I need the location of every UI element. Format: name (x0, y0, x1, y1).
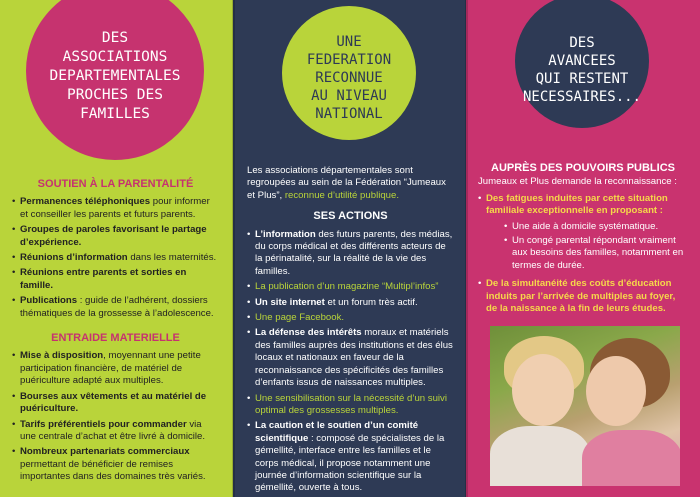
sub-item: • Un congé parental répondant vraiment aux besoins des familles, notamment en termes de durée. (504, 235, 688, 272)
federation-intro (247, 165, 454, 202)
intro-text: Les associations départementales sont regroupées au sein de la Fédération “Jumeaux et Plus”, (247, 165, 446, 201)
item-text: : guide de l’adhérent, dossiers thématiques de la grossesse à l’adolescence. (20, 295, 214, 319)
item-bold: Permanences téléphoniques (20, 196, 151, 208)
parentalite-heading: SOUTIEN À LA PARENTALITÉ (37, 178, 194, 190)
item-highlight: De la simultanéité des coûts d’éducation induits par l’arrivée de multiples au foyer, de la naissance à la fin de leurs études. (486, 278, 676, 315)
entraide-heading: ENTRAIDE MATERIELLE (51, 332, 180, 345)
item-text: moraux et matériels des familles auprès des institutions et des élus locaux et nationaux en faveur de la reconnaissance des spécificités des familles d’enfants issus de naissances multiples. (255, 327, 453, 389)
parentalite-list (12, 196, 219, 320)
item-bold: La caution et le soutien d’un comité scientifique (255, 420, 419, 444)
child-body (490, 426, 590, 486)
list-item (247, 312, 454, 324)
pouvoirs-list (478, 193, 688, 316)
federation-circle (282, 6, 416, 140)
list-item (12, 350, 219, 387)
item-bold: Réunions d’information (20, 252, 128, 264)
list-item (12, 391, 219, 416)
list-item (247, 420, 454, 494)
federation-content (233, 165, 466, 497)
item-bold: L’information (255, 228, 316, 240)
item-text: des futurs parents, des médias, du corps médical et des différents acteurs de la périnatalité, sur la réalité de la vie des familles. (255, 228, 453, 277)
children-photo (490, 326, 680, 486)
actions-list (247, 229, 454, 495)
item-bold: Groupes de paroles favorisant le partage d’expérience. (20, 224, 207, 248)
item-bold: La défense des intérêts (255, 327, 362, 339)
avancees-content (466, 162, 700, 318)
panel-federation (233, 0, 466, 497)
sub-list (486, 221, 688, 273)
item-highlight: Une page Facebook. (255, 312, 345, 324)
item-text: via une centrale d’achat et être livré à domicile. (20, 418, 206, 442)
list-item (12, 446, 219, 483)
list-item (12, 295, 219, 320)
list-item (247, 393, 454, 418)
item-bold: Mise à disposition (20, 350, 104, 362)
item-bold: Publications (20, 295, 78, 307)
avancees-circle (515, 0, 649, 128)
federation-title: UNE FEDERATION RECONNUE AU NIVEAU NATIONAL (306, 34, 392, 122)
avancees-title: DES AVANCEES QUI RESTENT NECESSAIRES... (522, 35, 641, 105)
item-bold: Bourses aux vêtements et au matériel de puériculture. (20, 390, 207, 415)
item-highlight: La publication d’un magazine “Multipl’infos” (255, 281, 439, 293)
list-item (478, 278, 688, 315)
list-item (12, 252, 219, 264)
list-item (12, 224, 219, 249)
item-bold: Nombreux partenariats commerciaux (20, 446, 190, 458)
item-highlight: Des fatigues induites par cette situation familiale exceptionnelle en proposant : (486, 192, 668, 217)
item-bold: Un site internet (255, 296, 325, 308)
item-highlight: Une sensibilisation sur la nécessité d’un suivi optimal des grossesses multiples. (255, 392, 447, 416)
item-text: : composé de spécialistes de la gémellité, interface entre les familles et le corps médical, il propose notamment une journée d’information scientifique sur la gémellité, ouverte à tous. (255, 432, 445, 494)
list-item (247, 297, 454, 309)
item-bold: Réunions entre parents et sorties en famille. (20, 267, 187, 291)
list-item (478, 193, 688, 272)
intro-highlight: reconnue d’utilité publique. (284, 189, 400, 201)
item-text: pour informer et conseiller les parents et futurs parents. (20, 196, 210, 220)
associations-content (0, 178, 233, 487)
fold-line (232, 0, 235, 497)
panel-associations (0, 0, 233, 497)
actions-heading: SES ACTIONS (313, 210, 388, 223)
list-item (247, 229, 454, 279)
item-bold: Tarifs préférentiels pour commander (20, 418, 187, 430)
fold-line (465, 0, 468, 497)
list-item (12, 196, 219, 221)
item-text: permettant de bénéficier de remises importantes dans des domaines très variés. (20, 458, 206, 483)
item-text: et un forum très actif. (324, 296, 418, 308)
associations-circle (26, 0, 204, 160)
child-face (586, 356, 646, 426)
sub-item: • Une aide à domicile systématique. (504, 221, 688, 233)
child-body (582, 430, 680, 486)
entraide-list (12, 350, 219, 483)
list-item (12, 267, 219, 292)
list-item (247, 327, 454, 389)
pouvoirs-intro: Jumeaux et Plus demande la reconnaissance : (478, 176, 677, 188)
list-item (12, 419, 219, 444)
child-face (512, 354, 574, 426)
list-item (247, 281, 454, 293)
item-text: dans les maternités. (127, 252, 217, 264)
pouvoirs-heading: AUPRÈS DES POUVOIRS PUBLICS (491, 162, 675, 174)
associations-title: DES ASSOCIATIONS DEPARTEMENTALES PROCHES DES FAMILLES (49, 29, 181, 122)
item-text: , moyennant une petite participation financière, de matériel de puériculture adapté aux multiples. (20, 350, 201, 387)
